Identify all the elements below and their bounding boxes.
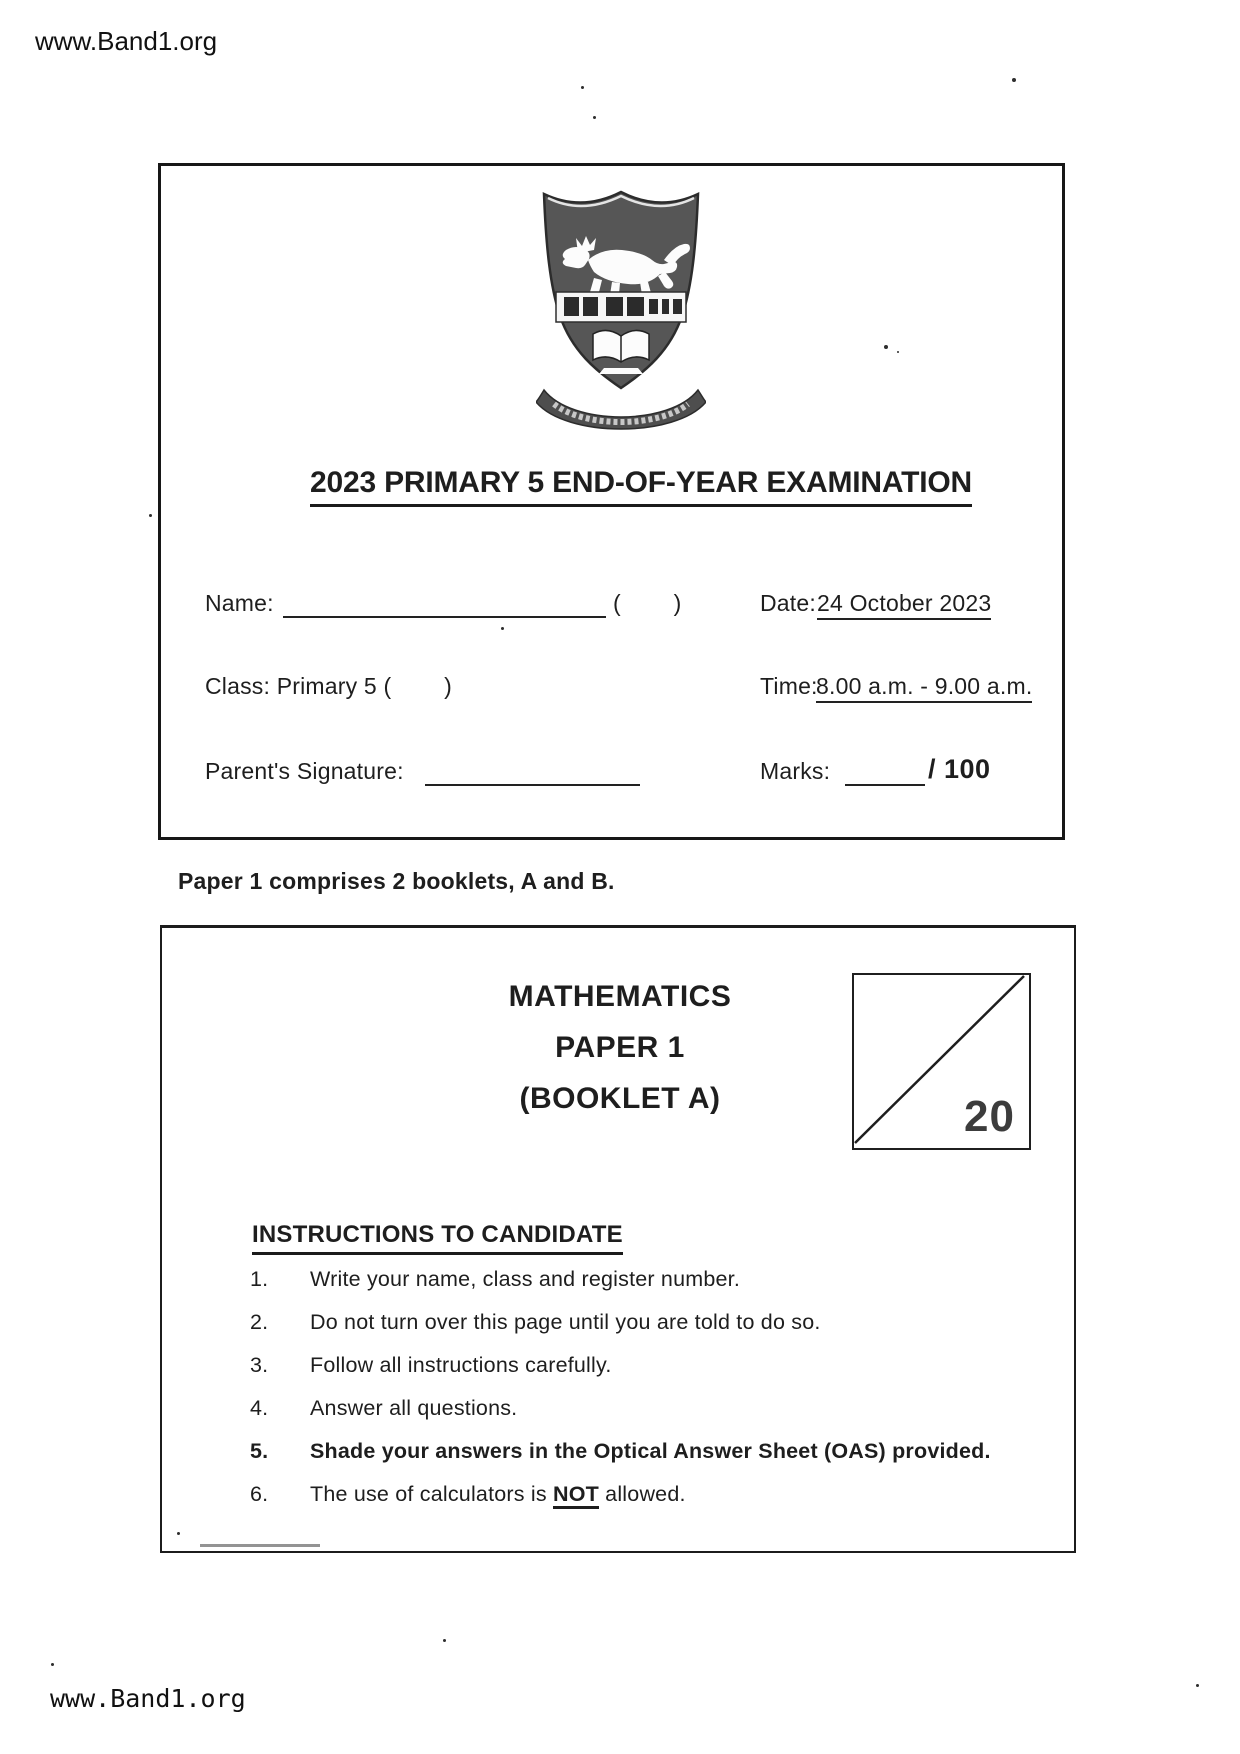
marks-total: / 100 <box>928 754 991 784</box>
exam-header-box <box>158 163 1065 840</box>
scan-speckle <box>1012 78 1016 82</box>
scan-speckle <box>149 514 152 517</box>
instruction-text: Shade your answers in the Optical Answer Sheet (OAS) provided. <box>310 1439 991 1463</box>
instruction-text: Do not turn over this page until you are told to do so. <box>310 1310 821 1334</box>
scan-smudge <box>200 1544 320 1547</box>
date-label: Date: <box>760 590 816 616</box>
booklet-title: (BOOKLET A) <box>519 1082 721 1115</box>
scan-speckle <box>501 627 504 630</box>
marks-blank-line <box>845 758 925 786</box>
instruction-text: Write your name, class and register number. <box>310 1267 741 1291</box>
scan-speckle <box>1196 1684 1199 1687</box>
exam-title-wrap <box>310 466 972 507</box>
instruction-number: 3. <box>250 1353 269 1377</box>
parent-signature-blank-line <box>425 758 640 786</box>
scan-speckle <box>177 1532 180 1535</box>
paper-cover-box <box>160 925 1076 1553</box>
header-url: www.Band1.org <box>35 26 218 56</box>
paper-number: PAPER 1 <box>555 1031 685 1064</box>
crest-ribbon <box>536 390 706 429</box>
signature-marks-row <box>161 754 1062 792</box>
instruction-item <box>250 1481 1060 1507</box>
scan-speckle <box>443 1639 446 1642</box>
instruction-number: 5. <box>250 1439 269 1463</box>
instructions-list <box>250 1266 1060 1524</box>
instruction-number: 2. <box>250 1310 269 1334</box>
instruction-number: 1. <box>250 1267 269 1291</box>
scan-speckle <box>593 116 596 119</box>
register-number-parens: ( ) <box>613 590 682 616</box>
instruction-number: 4. <box>250 1396 269 1420</box>
name-blank-line <box>283 590 606 618</box>
scan-speckle <box>884 345 888 349</box>
instruction-item <box>250 1352 1060 1378</box>
time-label: Time: <box>760 673 818 699</box>
instruction-item <box>250 1309 1060 1335</box>
instruction-text: Follow all instructions carefully. <box>310 1353 612 1377</box>
instruction-item <box>250 1395 1060 1421</box>
name-label: Name: <box>205 590 274 616</box>
class-time-row <box>161 673 1062 707</box>
instruction-item <box>250 1438 1060 1464</box>
booklet-note: Paper 1 comprises 2 booklets, A and B. <box>178 868 615 894</box>
school-crest-icon <box>536 186 706 438</box>
scan-speckle <box>51 1663 54 1666</box>
name-date-row <box>161 590 1062 624</box>
parent-signature-label: Parent's Signature: <box>205 758 404 784</box>
crest-banner-text <box>556 292 686 322</box>
scan-speckle <box>897 351 899 353</box>
exam-title: 2023 PRIMARY 5 END-OF-YEAR EXAMINATION <box>310 466 972 507</box>
instruction-text: The use of calculators is NOT allowed. <box>310 1481 1060 1507</box>
instructions-title: INSTRUCTIONS TO CANDIDATE <box>252 1221 623 1255</box>
class-label: Class: Primary 5 ( ) <box>205 673 452 699</box>
scan-speckle <box>581 86 584 89</box>
date-value: 24 October 2023 <box>817 590 991 620</box>
instruction-text: Answer all questions. <box>310 1396 518 1420</box>
time-value: 8.00 a.m. - 9.00 a.m. <box>816 673 1032 703</box>
instruction-item <box>250 1266 1060 1292</box>
score-total: 20 <box>964 1092 1015 1141</box>
instruction-number: 6. <box>250 1482 269 1506</box>
score-box <box>852 973 1031 1150</box>
subject-title: MATHEMATICS <box>508 980 732 1013</box>
footer-url: www.Band1.org <box>50 1684 246 1713</box>
marks-label: Marks: <box>760 758 831 784</box>
